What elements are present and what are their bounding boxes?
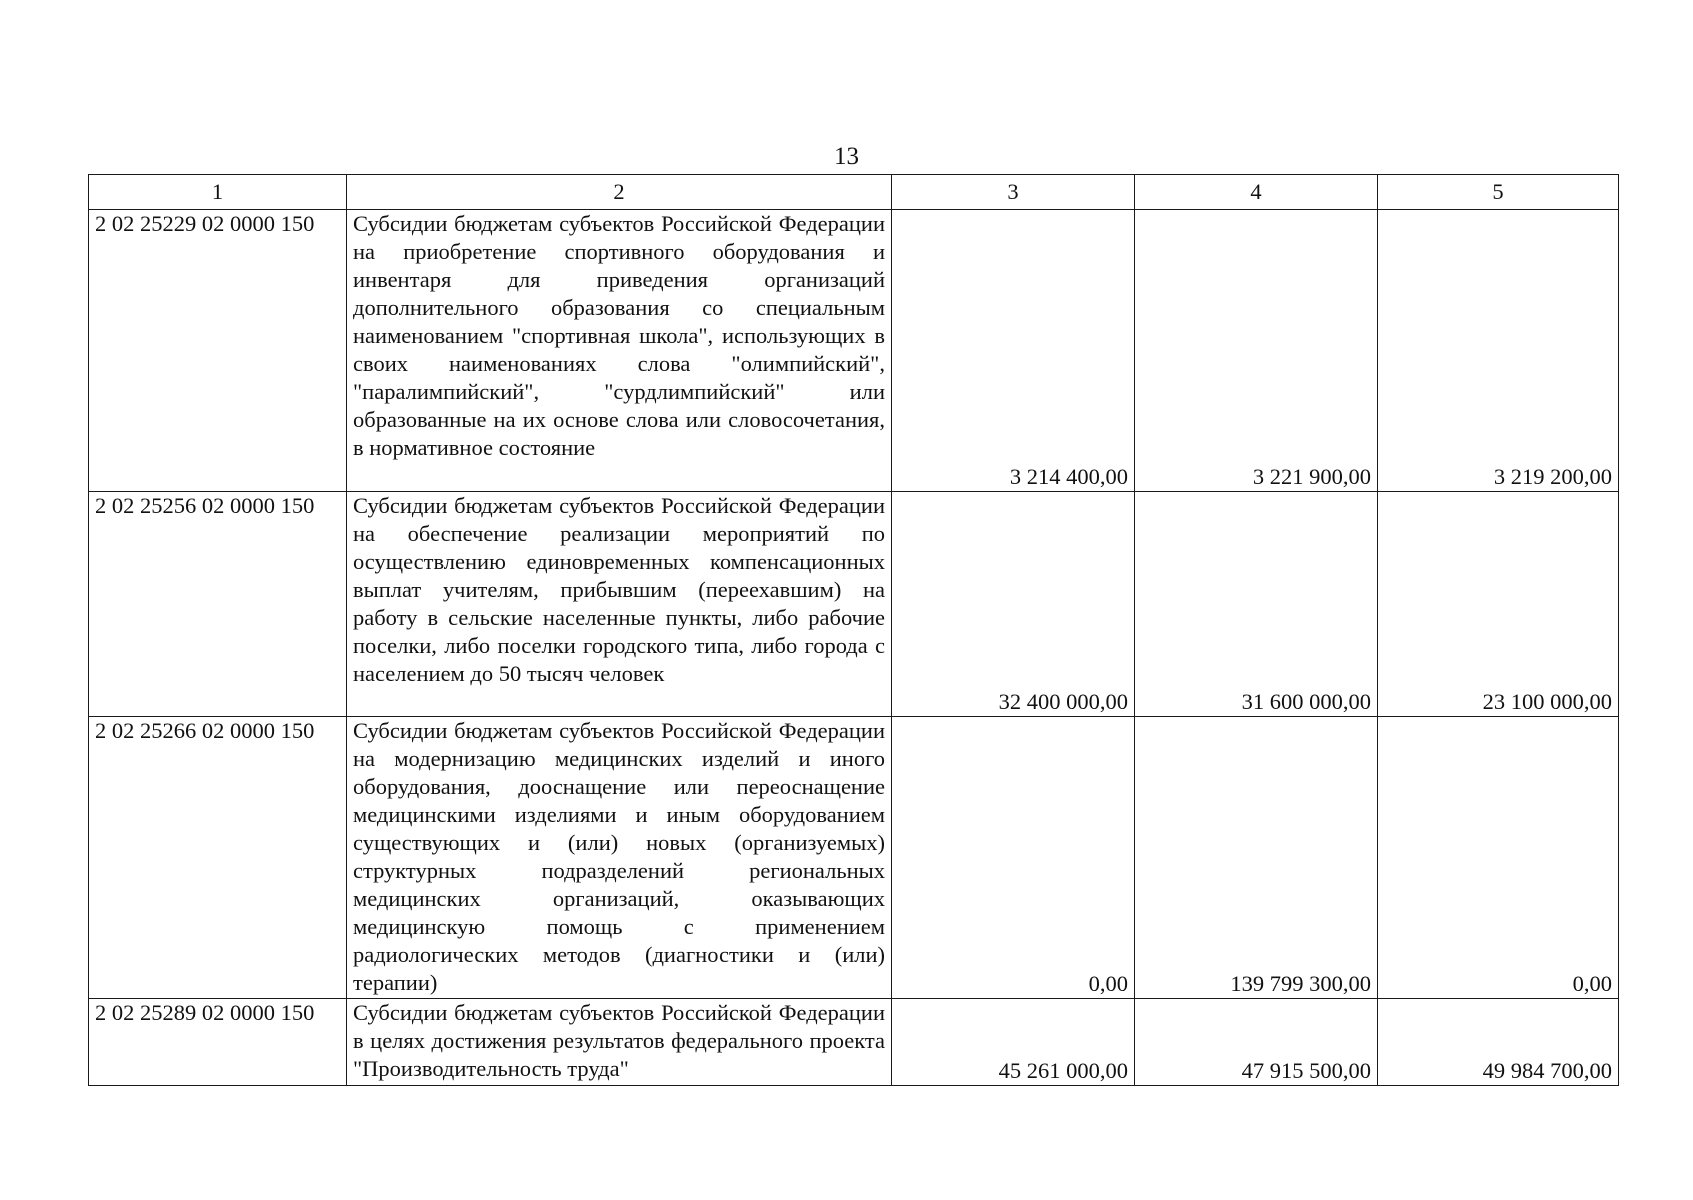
amount-col4-cell: 139 799 300,00 xyxy=(1135,717,1378,999)
amount-col5-cell: 23 100 000,00 xyxy=(1378,492,1619,717)
amount-col4-cell: 31 600 000,00 xyxy=(1135,492,1378,717)
column-header-1: 1 xyxy=(89,175,347,210)
amount-col5-cell: 3 219 200,00 xyxy=(1378,210,1619,492)
page-number: 13 xyxy=(834,143,859,170)
budget-table xyxy=(88,174,1619,1086)
column-header-5: 5 xyxy=(1378,175,1619,210)
column-header-4: 4 xyxy=(1135,175,1378,210)
column-header-3: 3 xyxy=(892,175,1135,210)
table-header-row xyxy=(89,175,1619,210)
description-cell: Субсидии бюджетам субъектов Российской Федерации в целях достижения результатов федерального проекта "Производительность труда" xyxy=(347,999,892,1086)
amount-col5-cell: 0,00 xyxy=(1378,717,1619,999)
table-row xyxy=(89,210,1619,492)
amount-col3-cell: 0,00 xyxy=(892,717,1135,999)
amount-col4-cell: 47 915 500,00 xyxy=(1135,999,1378,1086)
column-header-2: 2 xyxy=(347,175,892,210)
table-row xyxy=(89,999,1619,1086)
budget-code-cell: 2 02 25289 02 0000 150 xyxy=(89,999,347,1086)
amount-col3-cell: 45 261 000,00 xyxy=(892,999,1135,1086)
description-cell: Субсидии бюджетам субъектов Российской Федерации на модернизацию медицинских изделий и иного оборудования, дооснащение или переоснащение медицинскими изделиями и иным оборудованием существующих и (или) новых (организуемых) структурных подразделений региональных медицинских организаций, оказывающих медицинскую помощь с применением радиологических методов (диагностики и (или) терапии) xyxy=(347,717,892,999)
amount-col3-cell: 3 214 400,00 xyxy=(892,210,1135,492)
amount-col4-cell: 3 221 900,00 xyxy=(1135,210,1378,492)
budget-code-cell: 2 02 25266 02 0000 150 xyxy=(89,717,347,999)
description-cell: Субсидии бюджетам субъектов Российской Федерации на приобретение спортивного оборудования и инвентаря для приведения организаций дополнительного образования со специальным наименованием "спортивная школа", использующих в своих наименованиях слова "олимпийский", "паралимпийский", "сурдлимпийский" или образованные на их основе слова или словосочетания, в нормативное состояние xyxy=(347,210,892,492)
budget-code-cell: 2 02 25256 02 0000 150 xyxy=(89,492,347,717)
table-row xyxy=(89,492,1619,717)
description-cell: Субсидии бюджетам субъектов Российской Федерации на обеспечение реализации мероприятий по осуществлению единовременных компенсационных выплат учителям, прибывшим (переехавшим) на работу в сельские населенные пункты, либо рабочие поселки, либо поселки городского типа, либо города с населением до 50 тысяч человек xyxy=(347,492,892,717)
amount-col5-cell: 49 984 700,00 xyxy=(1378,999,1619,1086)
table-row xyxy=(89,717,1619,999)
amount-col3-cell: 32 400 000,00 xyxy=(892,492,1135,717)
budget-code-cell: 2 02 25229 02 0000 150 xyxy=(89,210,347,492)
